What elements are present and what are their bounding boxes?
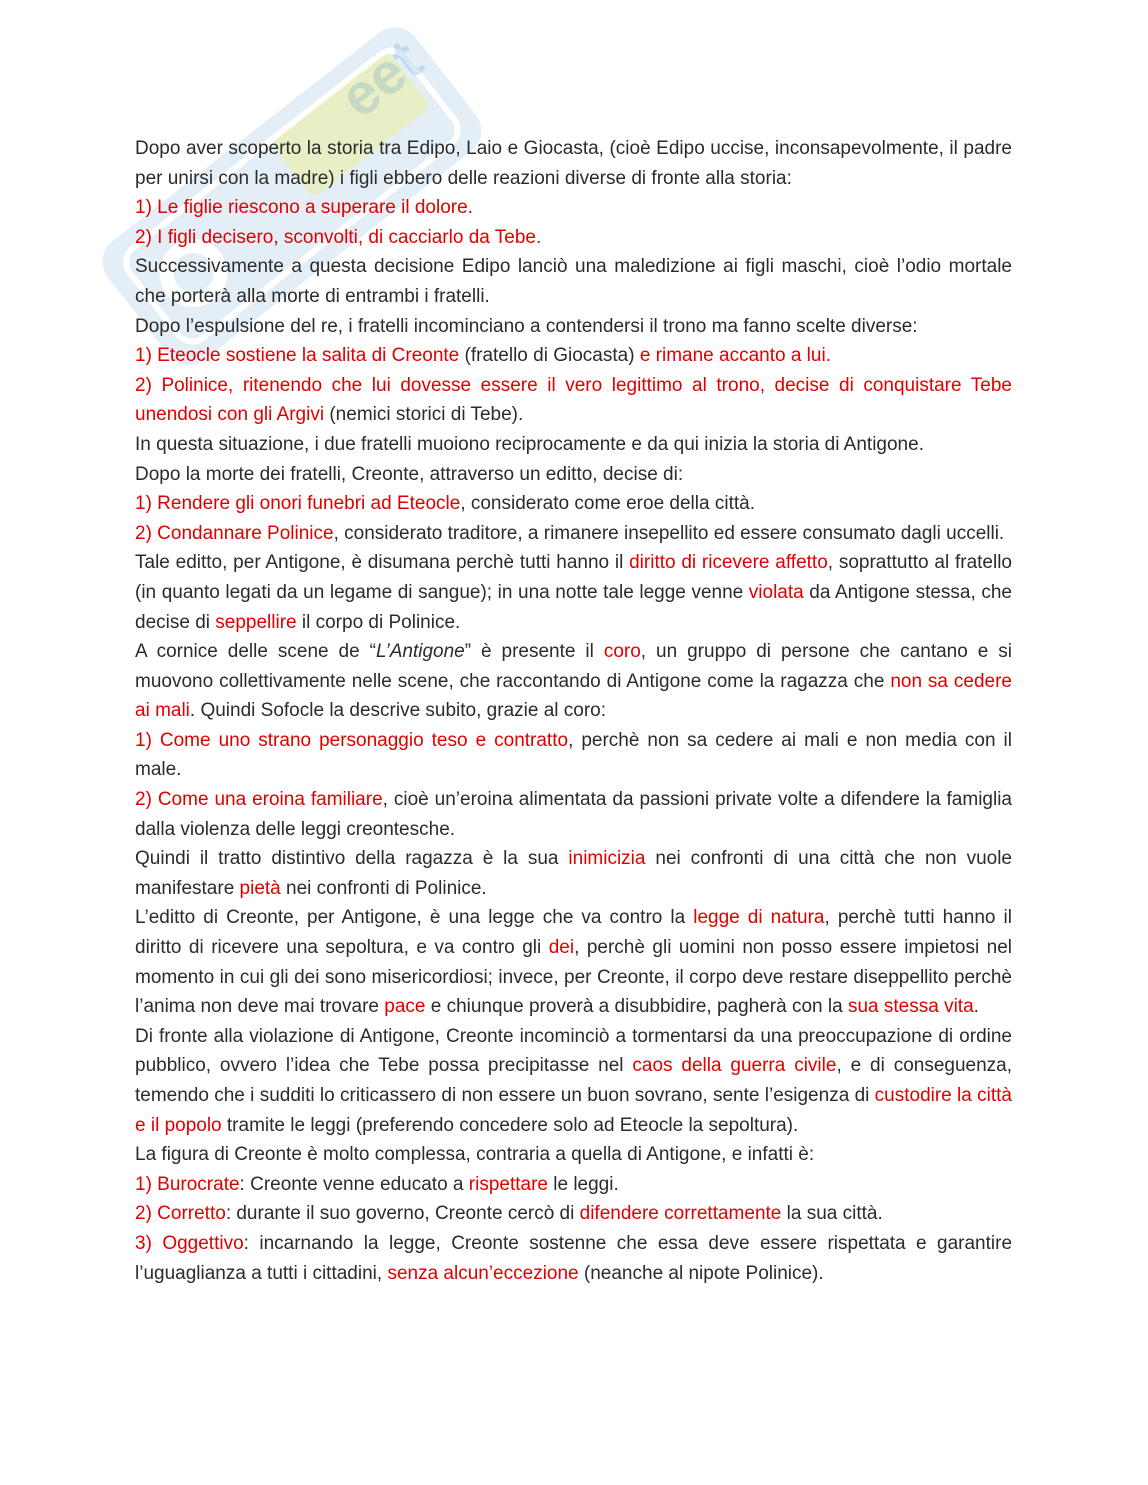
text-run: , perchè tutti hanno il diritto di ricevere una sepoltura, e va contro gli (135, 907, 1012, 959)
paragraph (135, 1022, 1012, 1140)
highlighted-text: 2) Condannare Polinice (135, 522, 334, 544)
text-run: Dopo l’espulsione del re, i fratelli incominciano a contendersi il trono ma fanno scelte diverse: (135, 315, 918, 337)
paragraph (135, 903, 1012, 1021)
text-run: . (973, 996, 979, 1018)
highlighted-text: 1) Eteocle sostiene la salita di Creonte (135, 345, 460, 367)
paragraph (135, 785, 1012, 844)
paragraph (135, 548, 1012, 637)
highlighted-text: 3) Oggettivo (135, 1232, 244, 1254)
highlighted-text: rispettare (468, 1173, 548, 1195)
highlighted-text: pietà (239, 877, 281, 899)
highlighted-text: 1) Burocrate (135, 1173, 240, 1195)
highlighted-text: pace (384, 996, 426, 1018)
text-run: (neanche al nipote Polinice). (578, 1262, 824, 1284)
text-run: , soprattutto al fratello (in quanto legati da un legame di sangue); in una notte tale legge venne (135, 552, 1012, 603)
paragraph (135, 430, 1012, 460)
text-run: Successivamente a questa decisione Edipo lanciò una maledizione ai figli maschi, cioè l’odio mortale che porterà alla morte di entrambi i fratelli. (135, 256, 1012, 307)
paragraph (135, 1140, 1012, 1170)
text-run: e chiunque proverà a disubbidire, pagherà con la (425, 996, 848, 1018)
paragraph (135, 726, 1012, 785)
paragraph (135, 1199, 1012, 1229)
highlighted-text: non sa cedere ai mali (135, 670, 1013, 722)
highlighted-text: inimicizia (568, 848, 646, 870)
text-run: Dopo la morte dei fratelli, Creonte, attraverso un editto, decise di: (135, 463, 684, 485)
highlighted-text: violata (748, 581, 804, 603)
text-run: Tale editto, per Antigone, è disumana perchè tutti hanno il (135, 552, 630, 574)
paragraph (135, 460, 1012, 490)
paragraph (135, 371, 1012, 430)
text-run: la sua città. (781, 1203, 883, 1225)
highlighted-text: 2) Come una eroina familiare (135, 789, 383, 811)
text-run: , considerato traditore, a rimanere insepellito ed essere consumato dagli uccelli. (333, 522, 1005, 544)
text-run: , considerato come eroe della città. (460, 493, 755, 515)
text-run: il corpo di Polinice. (296, 611, 461, 633)
text-run: Dopo aver scoperto la storia tra Edipo, Laio e Giocasta, (cioè Edipo uccise, inconsapevolmente, il padre per unirsi con la madre) i figli ebbero delle reazioni diverse di fronte alla storia: (135, 138, 1012, 189)
text-run: : Creonte venne educato a (239, 1173, 469, 1195)
highlighted-text: 1) Come uno strano personaggio teso e contratto (135, 729, 569, 751)
text-run: A cornice delle scene de “ (135, 641, 376, 663)
text-run: In questa situazione, i due fratelli muoiono reciprocamente e da qui inizia la storia di Antigone. (135, 433, 924, 455)
highlighted-text: caos della guerra civile (632, 1055, 837, 1077)
highlighted-text: legge di natura (693, 907, 825, 929)
highlighted-text: e rimane accanto a lui. (639, 345, 831, 367)
text-run: le leggi. (547, 1173, 619, 1195)
paragraph (135, 489, 1012, 519)
text-run: nei confronti di Polinice. (280, 877, 487, 899)
highlighted-text: 2) I figli decisero, sconvolti, di cacciarlo da Tebe. (135, 226, 542, 248)
text-run: (fratello di Giocasta) (459, 345, 640, 367)
text-run: Quindi il tratto distintivo della ragazza è la sua (135, 848, 569, 870)
text-run: : durante il suo governo, Creonte cercò di (225, 1203, 580, 1225)
paragraph (135, 844, 1012, 903)
paragraph (135, 223, 1012, 253)
text-run: ” è presente il (464, 641, 604, 663)
paragraph (135, 193, 1012, 223)
highlighted-text: custodire la città e il popolo (135, 1085, 1012, 1136)
text-run: da Antigone stessa, che decise di (135, 581, 1012, 633)
text-run: , cioè un’eroina alimentata da passioni private volte a difendere la famiglia dalla violenza delle leggi creontesche. (135, 789, 1013, 840)
text-run: : incarnando la legge, Creonte sostenne che essa deve essere rispettata e garantire l’uguaglianza a tutti i cittadini, (135, 1232, 1013, 1284)
text-run: , e di conseguenza, temendo che i sudditi lo criticassero di non essere un buon sovrano, sente l’esigenza di (135, 1055, 1013, 1106)
text-run: , perchè gli uomini non posso essere impietosi nel momento in cui gli dei sono misericordiosi; invece, per Creonte, il corpo deve restare diseppellito perchè l’anima non deve mai trovare (135, 937, 1012, 1018)
highlighted-text: senza alcun’eccezione (387, 1262, 579, 1284)
highlighted-text: coro (603, 641, 641, 663)
paragraph (135, 312, 1012, 342)
highlighted-text: 1) Rendere gli onori funebri ad Eteocle (135, 493, 461, 515)
paragraph (135, 341, 1012, 371)
highlighted-text: dei (548, 937, 575, 959)
highlighted-text: seppellire (215, 611, 297, 633)
text-run: nei confronti di una città che non vuole manifestare (135, 848, 1012, 899)
text-run: La figura di Creonte è molto complessa, contraria a quella di Antigone, e infatti è: (135, 1144, 815, 1166)
paragraph (135, 252, 1012, 311)
paragraph (135, 637, 1012, 726)
highlighted-text: 2) Corretto (135, 1203, 226, 1225)
paragraph (135, 1170, 1012, 1200)
paragraph (135, 134, 1012, 193)
document-body (135, 134, 1012, 1288)
text-run: (nemici storici di Tebe). (324, 404, 524, 426)
highlighted-text: difendere correttamente (579, 1203, 782, 1225)
highlighted-text: 1) Le figlie riescono a superare il dolore. (135, 197, 473, 219)
text-run: L’editto di Creonte, per Antigone, è una legge che va contro la (135, 907, 694, 929)
text-run: , perchè non sa cedere ai mali e non media con il male. (135, 729, 1012, 781)
text-run: Di fronte alla violazione di Antigone, Creonte incominciò a tormentarsi da una preoccupazione di ordine pubblico, ovvero l’idea che Tebe possa precipitasse nel (135, 1025, 1012, 1077)
text-run: . Quindi Sofocle la descrive subito, grazie al coro: (189, 700, 607, 722)
watermark-text: eet (327, 27, 435, 131)
text-run: , un gruppo di persone che cantano e si muovono collettivamente nelle scene, che raccontando di Antigone come la ragazza che (135, 641, 1012, 692)
highlighted-text: diritto di ricevere affetto (629, 552, 828, 574)
paragraph (135, 1229, 1012, 1288)
highlighted-text: sua stessa vita (847, 996, 974, 1018)
paragraph (135, 519, 1012, 549)
highlighted-text: 2) Polinice, ritenendo che lui dovesse essere il vero legittimo al trono, decise di conquistare Tebe unendosi con gli Argivi (135, 374, 1012, 426)
italic-title: L’Antigone (375, 641, 465, 663)
text-run: tramite le leggi (preferendo concedere solo ad Eteocle la sepoltura). (221, 1114, 799, 1136)
